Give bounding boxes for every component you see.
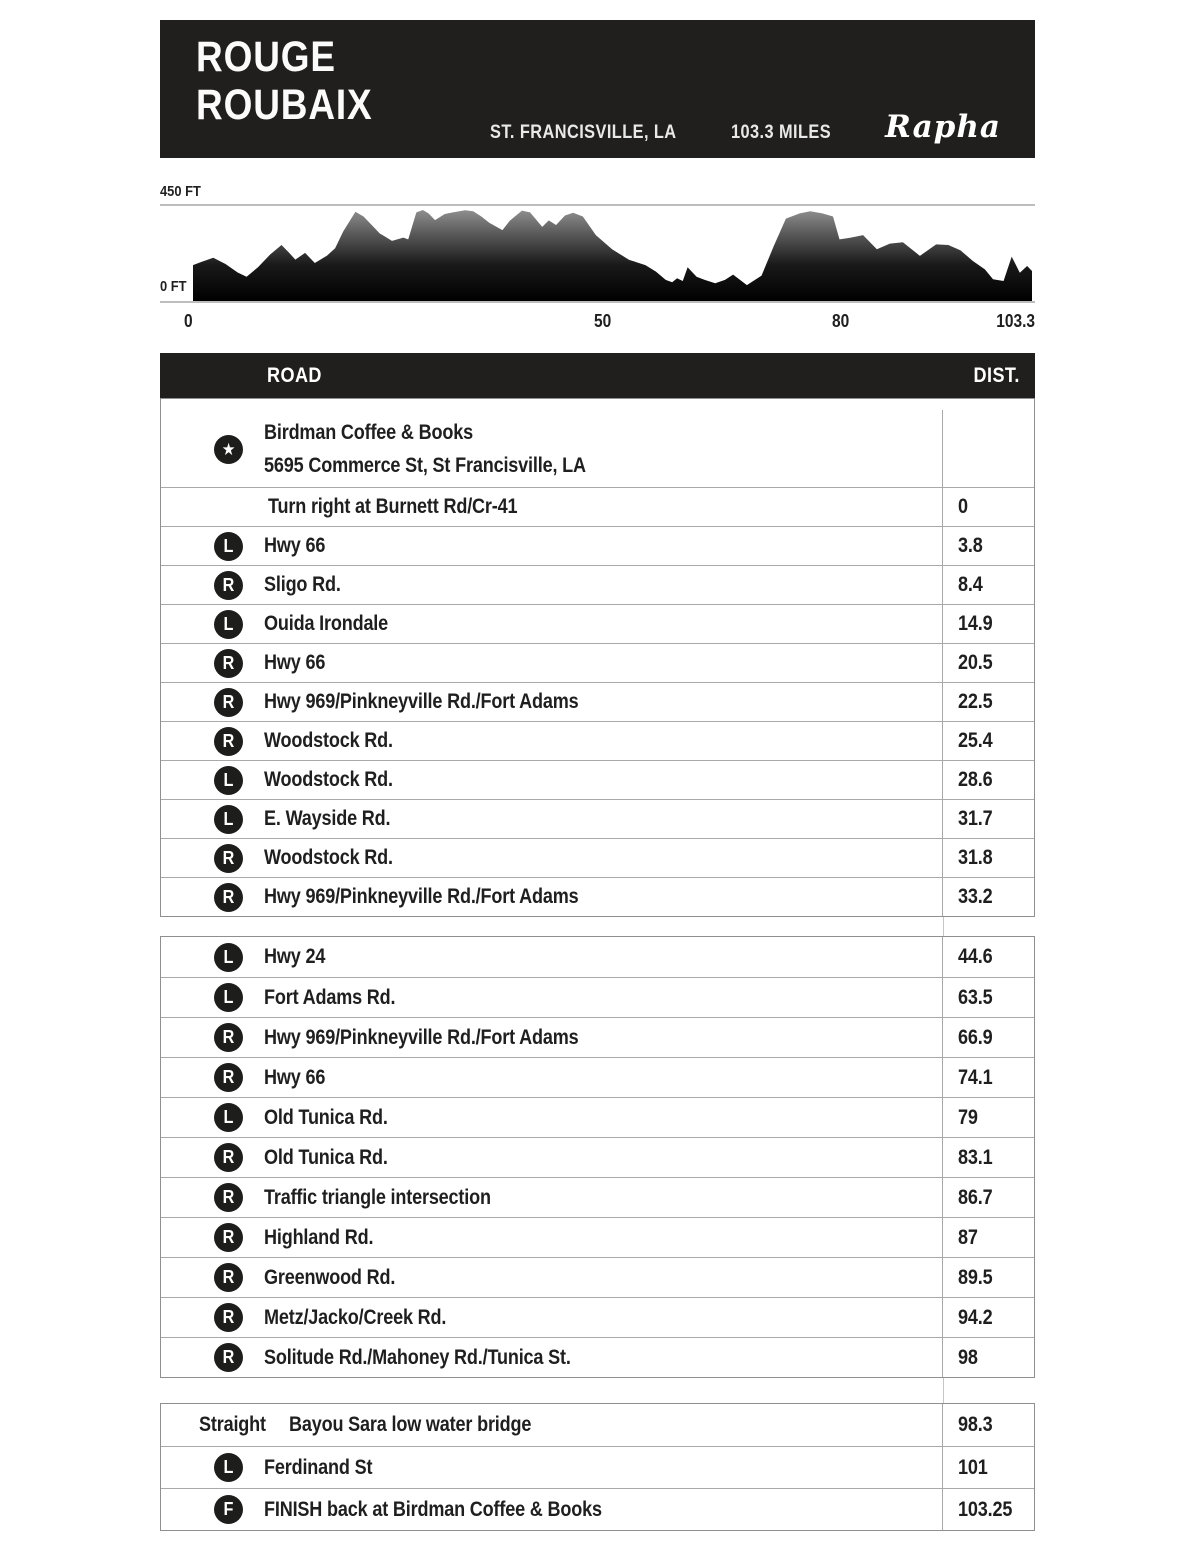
dist-cell [942,410,1034,487]
road-name: Ouida Irondale [264,612,389,635]
cue-row [161,643,1034,682]
dist-cell [942,978,1034,1017]
start-location-name: Birdman Coffee & Books [264,420,473,444]
left-turn-icon: L [214,1103,243,1132]
dist-value: 101 [958,1455,988,1479]
road-cell [161,1447,942,1488]
x-tick-0: 0 [184,311,193,331]
road-name: Woodstock Rd. [264,768,393,791]
dist-value: 79 [958,1105,978,1129]
road-cell [161,878,942,916]
finish-icon: F [214,1495,243,1524]
elevation-profile-chart [193,206,1032,301]
subtitle-distance: 103.3 MILES [730,122,832,143]
dist-value: 44.6 [958,945,993,968]
header-banner [160,20,1035,158]
header-subtitle [490,122,847,144]
right-turn-icon: R [214,1143,243,1172]
dist-value: 25.4 [958,729,993,752]
road-name: Hwy 66 [264,1065,326,1089]
right-turn-icon: R [214,883,243,912]
cue-row [161,760,1034,799]
dist-value: 98.3 [958,1413,993,1436]
cue-row [161,1257,1034,1297]
dist-cell [942,1178,1034,1217]
cue-row [161,1017,1034,1057]
right-turn-icon: R [214,1343,243,1372]
road-cell [161,937,942,977]
rapha-logo: Rapha [885,109,1001,145]
road-name: Sligo Rd. [264,573,341,596]
cue-row [161,937,1034,977]
cue-row [161,565,1034,604]
dist-value: 3.8 [958,534,983,557]
right-turn-icon: R [214,844,243,873]
cue-section-3 [160,1403,1035,1531]
cue-row [161,1488,1034,1530]
road-cell [161,488,942,526]
dist-cell [942,605,1034,643]
x-tick-80: 80 [831,311,850,331]
right-turn-icon: R [214,688,243,717]
dist-value: 31.8 [958,846,993,869]
cue-row [161,1297,1034,1337]
dist-value: 83.1 [958,1145,993,1169]
dist-cell [942,644,1034,682]
right-turn-icon: R [214,1183,243,1212]
x-tick-50: 50 [593,311,612,331]
right-turn-icon: R [214,1063,243,1092]
cue-row [161,682,1034,721]
elevation-zero-label: 0 FT [160,278,187,295]
start-location [264,416,638,482]
subtitle-location: ST. FRANCISVILLE, LA [490,122,677,143]
dist-value: 74.1 [958,1065,993,1089]
dist-cell [942,566,1034,604]
road-name: E. Wayside Rd. [264,807,391,830]
cue-row [161,1097,1034,1137]
cue-row [161,799,1034,838]
section-gap [160,1378,1035,1403]
cue-row [161,1404,1034,1446]
dist-cell [942,1058,1034,1097]
dist-value: 66.9 [958,1025,993,1049]
elevation-baseline [160,301,1035,303]
right-turn-icon: R [214,1023,243,1052]
dist-cell [942,527,1034,565]
road-cell [161,1489,942,1530]
cue-row [161,721,1034,760]
road-cell [161,1098,942,1137]
right-turn-icon: R [214,1303,243,1332]
road-name: Ferdinand St [264,1455,373,1479]
title-line-1: ROUGE [196,33,336,81]
right-turn-icon: R [214,649,243,678]
page-title [196,33,401,129]
road-cell [161,1404,942,1446]
cue-row [161,1217,1034,1257]
dist-cell [942,1404,1034,1446]
left-turn-icon: L [214,532,243,561]
cue-row [161,1337,1034,1377]
dist-value: 98 [958,1345,978,1369]
road-name: Woodstock Rd. [264,729,393,752]
road-cell [161,644,942,682]
left-turn-icon: L [214,805,243,834]
dist-value: 22.5 [958,690,993,713]
dist-cell [942,1447,1034,1488]
cue-table-body [160,398,1035,1531]
cue-row [161,977,1034,1017]
road-name: Turn right at Burnett Rd/Cr-41 [268,495,518,518]
dist-value: 20.5 [958,651,993,674]
road-name: Fort Adams Rd. [264,985,396,1009]
road-name: Old Tunica Rd. [264,1145,388,1169]
road-name: Bayou Sara low water bridge [288,1413,532,1436]
direction-label: Straight [199,1413,266,1436]
dist-value: 8.4 [958,573,983,596]
dist-cell [942,800,1034,838]
cue-row [161,604,1034,643]
road-cell [161,978,942,1017]
right-turn-icon: R [214,571,243,600]
left-turn-icon: L [214,1453,243,1482]
road-cell [161,410,942,487]
dist-cell [942,1218,1034,1257]
cue-section-2 [160,936,1035,1378]
road-cell [161,839,942,877]
dist-cell [942,937,1034,977]
road-name: Woodstock Rd. [264,846,393,869]
left-turn-icon: L [214,943,243,972]
right-turn-icon: R [214,727,243,756]
dist-value: 63.5 [958,985,993,1009]
road-name: Metz/Jacko/Creek Rd. [264,1305,447,1329]
title-line-2: ROUBAIX [196,81,373,129]
dist-cell [942,1098,1034,1137]
section-gap [160,917,1035,936]
road-name: Highland Rd. [264,1225,374,1249]
right-turn-icon: R [214,1263,243,1292]
dist-cell [942,683,1034,721]
cue-row [161,1057,1034,1097]
road-name: Hwy 969/Pinkneyville Rd./Fort Adams [264,690,579,713]
dist-cell [942,1298,1034,1337]
dist-cell [942,1489,1034,1530]
cue-row [161,526,1034,565]
elevation-area-path [193,210,1032,301]
dist-value: 14.9 [958,612,993,635]
cue-row [161,838,1034,877]
road-name: Old Tunica Rd. [264,1105,388,1129]
dist-cell [942,1258,1034,1297]
x-tick-103: 103.3 [996,311,1035,331]
road-name: Solitude Rd./Mahoney Rd./Tunica St. [264,1345,571,1369]
dist-cell [942,761,1034,799]
dist-value: 0 [958,495,968,518]
cue-row [161,1177,1034,1217]
dist-cell [942,722,1034,760]
dist-cell [942,1138,1034,1177]
cue-section-1 [160,398,1035,917]
road-cell [161,527,942,565]
cue-row [161,1446,1034,1488]
dist-value: 103.25 [958,1497,1013,1521]
start-star-icon: ★ [214,435,243,464]
dist-cell [942,878,1034,916]
right-turn-icon: R [214,1223,243,1252]
road-name: Hwy 66 [264,534,326,557]
dist-cell [942,1338,1034,1377]
road-cell [161,722,942,760]
road-cell [161,1058,942,1097]
table-header-bar [160,353,1035,398]
road-cell [161,1018,942,1057]
dist-value: 28.6 [958,768,993,791]
dist-value: 33.2 [958,885,993,908]
dist-cell [942,839,1034,877]
dist-value: 89.5 [958,1265,993,1289]
column-header-road: ROAD [267,364,322,387]
dist-value: 87 [958,1225,978,1249]
road-cell [161,761,942,799]
road-name: Hwy 66 [264,651,326,674]
road-name: FINISH back at Birdman Coffee & Books [264,1497,602,1521]
road-name: Hwy 969/Pinkneyville Rd./Fort Adams [264,1025,579,1049]
road-name: Hwy 24 [264,945,326,968]
elevation-max-label: 450 FT [160,183,201,200]
left-turn-icon: L [214,983,243,1012]
road-cell [161,1298,942,1337]
road-cell [161,1218,942,1257]
cue-row [161,877,1034,916]
road-name: Greenwood Rd. [264,1265,396,1289]
road-cell [161,1178,942,1217]
dist-value: 31.7 [958,807,993,830]
dist-cell [942,488,1034,526]
road-cell [161,683,942,721]
road-name: Hwy 969/Pinkneyville Rd./Fort Adams [264,885,579,908]
road-cell [161,1338,942,1377]
cue-row [161,1137,1034,1177]
road-cell [161,605,942,643]
column-header-dist: DIST. [973,364,1020,387]
cue-row [161,487,1034,526]
road-cell [161,1138,942,1177]
road-cell [161,566,942,604]
left-turn-icon: L [214,766,243,795]
cue-row [161,399,1034,487]
road-cell [161,1258,942,1297]
left-turn-icon: L [214,610,243,639]
dist-value: 94.2 [958,1305,993,1329]
dist-cell [942,1018,1034,1057]
dist-value: 86.7 [958,1185,993,1209]
start-location-address: 5695 Commerce St, St Francisville, LA [264,453,586,477]
road-cell [161,800,942,838]
road-name: Traffic triangle intersection [264,1185,491,1209]
